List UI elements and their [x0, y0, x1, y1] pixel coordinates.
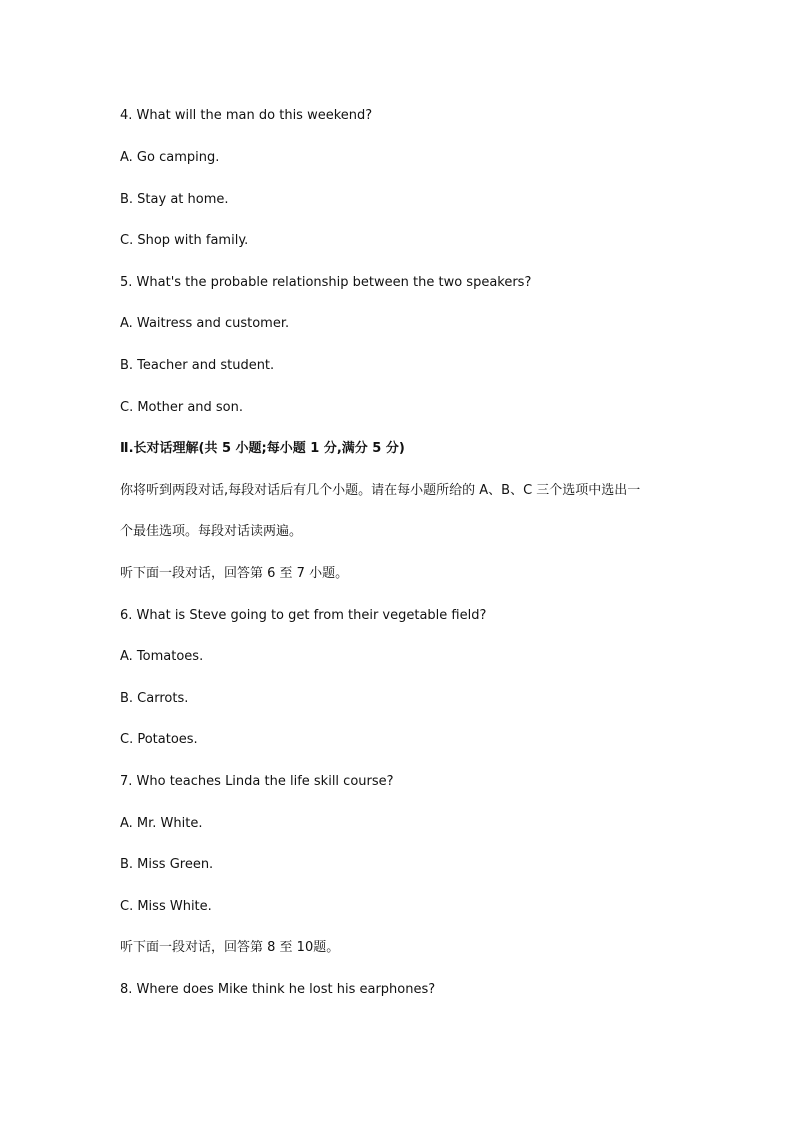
question-5-option-b: B. Teacher and student.	[120, 358, 275, 373]
question-4: 4. What will the man do this weekend?	[120, 108, 373, 123]
question-4-option-c: C. Shop with family.	[120, 233, 249, 248]
question-6-option-c: C. Potatoes.	[120, 732, 198, 747]
question-5-option-c: C. Mother and son.	[120, 400, 244, 415]
question-7-option-a: A. Mr. White.	[120, 816, 203, 831]
question-4-option-a: A. Go camping.	[120, 150, 220, 165]
section-heading: Ⅱ.长对话理解(共 5 小题;每小题 1 分,满分 5 分)	[120, 441, 405, 456]
question-6-option-a: A. Tomatoes.	[120, 649, 204, 664]
question-7-option-c: C. Miss White.	[120, 899, 212, 914]
question-4-option-b: B. Stay at home.	[120, 192, 229, 207]
section-instruction-line-2: 个最佳选项。每段对话读两遍。	[120, 524, 303, 539]
question-6-option-b: B. Carrots.	[120, 691, 189, 706]
question-6: 6. What is Steve going to get from their vegetable field?	[120, 608, 487, 623]
question-5-option-a: A. Waitress and customer.	[120, 316, 290, 331]
question-5: 5. What's the probable relationship between the two speakers?	[120, 275, 532, 290]
question-7: 7. Who teaches Linda the life skill course?	[120, 774, 394, 789]
dialogue-instruction-2: 听下面一段对话，回答第 8 至 10题。	[120, 940, 340, 955]
question-8: 8. Where does Mike think he lost his earphones?	[120, 982, 436, 997]
question-7-option-b: B. Miss Green.	[120, 857, 214, 872]
section-instruction-line-1: 你将听到两段对话,每段对话后有几个小题。请在每小题所给的 A、B、C 三个选项中选出一	[120, 483, 641, 498]
dialogue-instruction-1: 听下面一段对话，回答第 6 至 7 小题。	[120, 566, 349, 581]
